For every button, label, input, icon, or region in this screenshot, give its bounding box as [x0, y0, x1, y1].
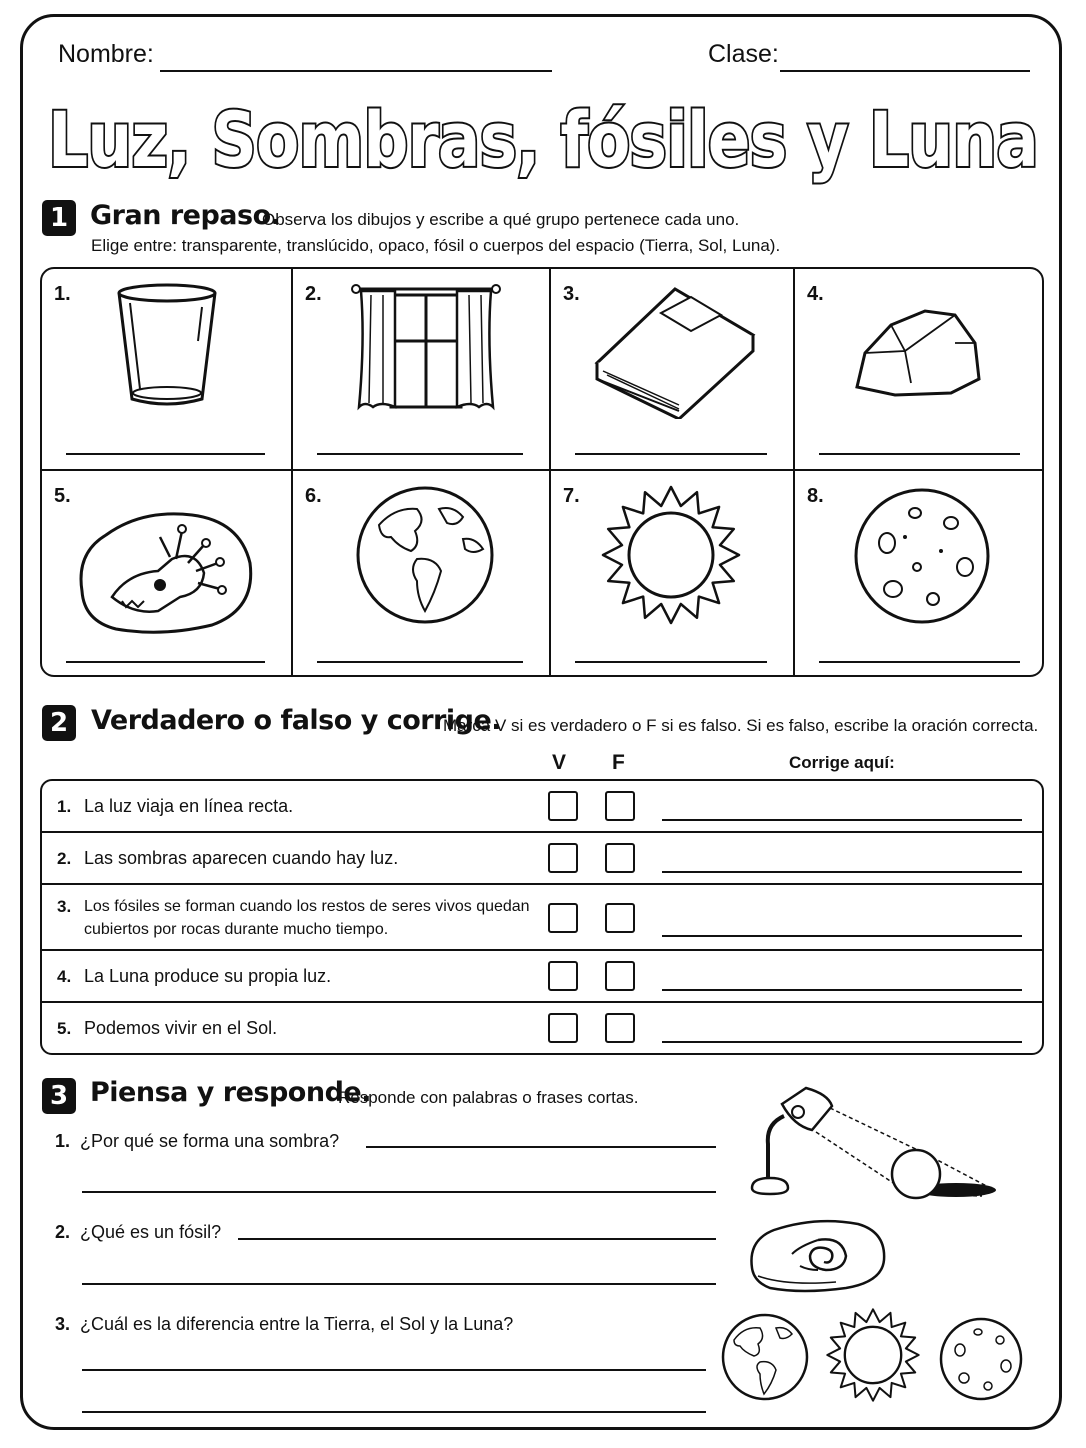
false-checkbox[interactable] [605, 791, 635, 821]
statement-number: 5. [57, 1019, 72, 1038]
answer-line-q3b[interactable] [82, 1411, 706, 1413]
page-title-text: Luz, Sombras, fósiles y Luna [48, 95, 1038, 184]
answer-line-8[interactable] [819, 661, 1020, 663]
sun-icon [601, 485, 741, 625]
question-number: 2. [55, 1222, 71, 1242]
grid-cell-7 [551, 471, 795, 677]
grid-cell-2 [293, 269, 551, 471]
page-title [30, 86, 1056, 196]
grid-cell-8 [795, 471, 1044, 677]
false-checkbox[interactable] [605, 903, 635, 933]
true-column-header: V [552, 751, 567, 774]
question-2 [55, 1222, 221, 1243]
ammonite-fossil-icon [746, 1216, 890, 1294]
window-curtain-icon [351, 281, 501, 413]
correction-line[interactable] [662, 989, 1022, 991]
false-checkbox[interactable] [605, 1013, 635, 1043]
section2-instruction: Marca V si es verdadero o F si es falso. Si es falso, escribe la oración correcta. [443, 716, 1039, 735]
statement-text-line-2: cubiertos por rocas durante mucho tiempo. [84, 921, 389, 938]
answer-line-q2a[interactable] [238, 1238, 716, 1240]
statement-number: 1. [57, 797, 72, 816]
grid-cell-4 [795, 269, 1044, 471]
question-text: ¿Por qué se forma una sombra? [80, 1131, 340, 1151]
moon-icon [938, 1316, 1024, 1402]
section2-number-badge: 2 [42, 705, 76, 741]
statement-number: 3. [57, 897, 72, 916]
false-checkbox[interactable] [605, 961, 635, 991]
section2-heading: Verdadero o falso y corrige. [91, 705, 502, 736]
correction-line[interactable] [662, 871, 1022, 873]
moon-icon [853, 487, 991, 625]
question-text: ¿Qué es un fósil? [80, 1222, 222, 1242]
question-number: 1. [55, 1131, 71, 1151]
answer-line-4[interactable] [819, 453, 1020, 455]
earth-icon [355, 485, 495, 625]
answer-line-q3a[interactable] [82, 1369, 706, 1371]
answer-line-q2b[interactable] [82, 1283, 716, 1285]
sun-icon [826, 1308, 920, 1402]
statement-text [84, 895, 530, 941]
statement-text-line-1: Los fósiles se forman cuando los restos de seres vivos quedan [84, 898, 530, 915]
item-number: 1. [54, 283, 71, 305]
false-column-header: F [612, 751, 625, 774]
item-number: 6. [305, 485, 322, 507]
section1-heading: Gran repaso. [90, 200, 281, 231]
answer-line-1[interactable] [66, 453, 265, 455]
item-number: 7. [563, 485, 580, 507]
section3-number-badge: 3 [42, 1078, 76, 1114]
section3-instruction: Responde con palabras o frases cortas. [338, 1088, 639, 1107]
grid-cell-1 [42, 269, 293, 471]
statement-number: 2. [57, 849, 72, 868]
class-input-line[interactable] [780, 70, 1030, 72]
true-checkbox[interactable] [548, 791, 578, 821]
table-row [42, 885, 1042, 951]
answer-line-q1b[interactable] [82, 1191, 716, 1193]
answer-line-5[interactable] [66, 661, 265, 663]
grid-cell-3 [551, 269, 795, 471]
glass-icon [112, 281, 222, 411]
class-label: Clase: [708, 40, 779, 68]
section3-heading: Piensa y responde. [90, 1077, 371, 1108]
statement-number: 4. [57, 967, 72, 986]
statement-text: La Luna produce su propia luz. [84, 966, 332, 986]
statement-text: Las sombras aparecen cuando hay luz. [84, 848, 399, 868]
item-number: 2. [305, 283, 322, 305]
name-label: Nombre: [58, 40, 154, 68]
correction-line[interactable] [662, 1041, 1022, 1043]
name-input-line[interactable] [160, 70, 552, 72]
answer-line-6[interactable] [317, 661, 523, 663]
earth-icon [720, 1312, 810, 1402]
dinosaur-fossil-icon [72, 501, 256, 637]
statement-text: La luz viaja en línea recta. [84, 796, 294, 816]
grid-cell-5 [42, 471, 293, 677]
answer-line-q1a[interactable] [366, 1146, 716, 1148]
correct-column-header: Corrige aquí: [789, 753, 895, 772]
section1-options: Elige entre: transparente, translúcido, opaco, fósil o cuerpos del espacio (Tierra, Sol, Luna). [91, 236, 781, 255]
item-number: 4. [807, 283, 824, 305]
question-text: ¿Cuál es la diferencia entre la Tierra, el Sol y la Luna? [80, 1314, 514, 1334]
table-row [42, 781, 1042, 833]
table-row [42, 1003, 1042, 1055]
question-number: 3. [55, 1314, 71, 1334]
grid-cell-6 [293, 471, 551, 677]
true-checkbox[interactable] [548, 1013, 578, 1043]
answer-line-2[interactable] [317, 453, 523, 455]
table-row [42, 833, 1042, 885]
answer-line-3[interactable] [575, 453, 767, 455]
section1-instruction: Observa los dibujos y escribe a qué grupo pertenece cada uno. [262, 210, 740, 229]
answer-line-7[interactable] [575, 661, 767, 663]
correction-line[interactable] [662, 819, 1022, 821]
question-3 [55, 1314, 513, 1335]
section1-number-badge: 1 [42, 200, 76, 236]
lamp-shadow-icon [746, 1084, 1000, 1200]
table-row [42, 951, 1042, 1003]
true-checkbox[interactable] [548, 903, 578, 933]
correction-line[interactable] [662, 935, 1022, 937]
item-number: 8. [807, 485, 824, 507]
question-1 [55, 1131, 339, 1152]
true-false-table [40, 779, 1044, 1055]
true-checkbox[interactable] [548, 843, 578, 873]
item-number: 5. [54, 485, 71, 507]
item-number: 3. [563, 283, 580, 305]
classification-grid [40, 267, 1044, 677]
book-icon [587, 283, 759, 419]
false-checkbox[interactable] [605, 843, 635, 873]
true-checkbox[interactable] [548, 961, 578, 991]
rock-icon [851, 303, 985, 399]
statement-text: Podemos vivir en el Sol. [84, 1018, 278, 1038]
